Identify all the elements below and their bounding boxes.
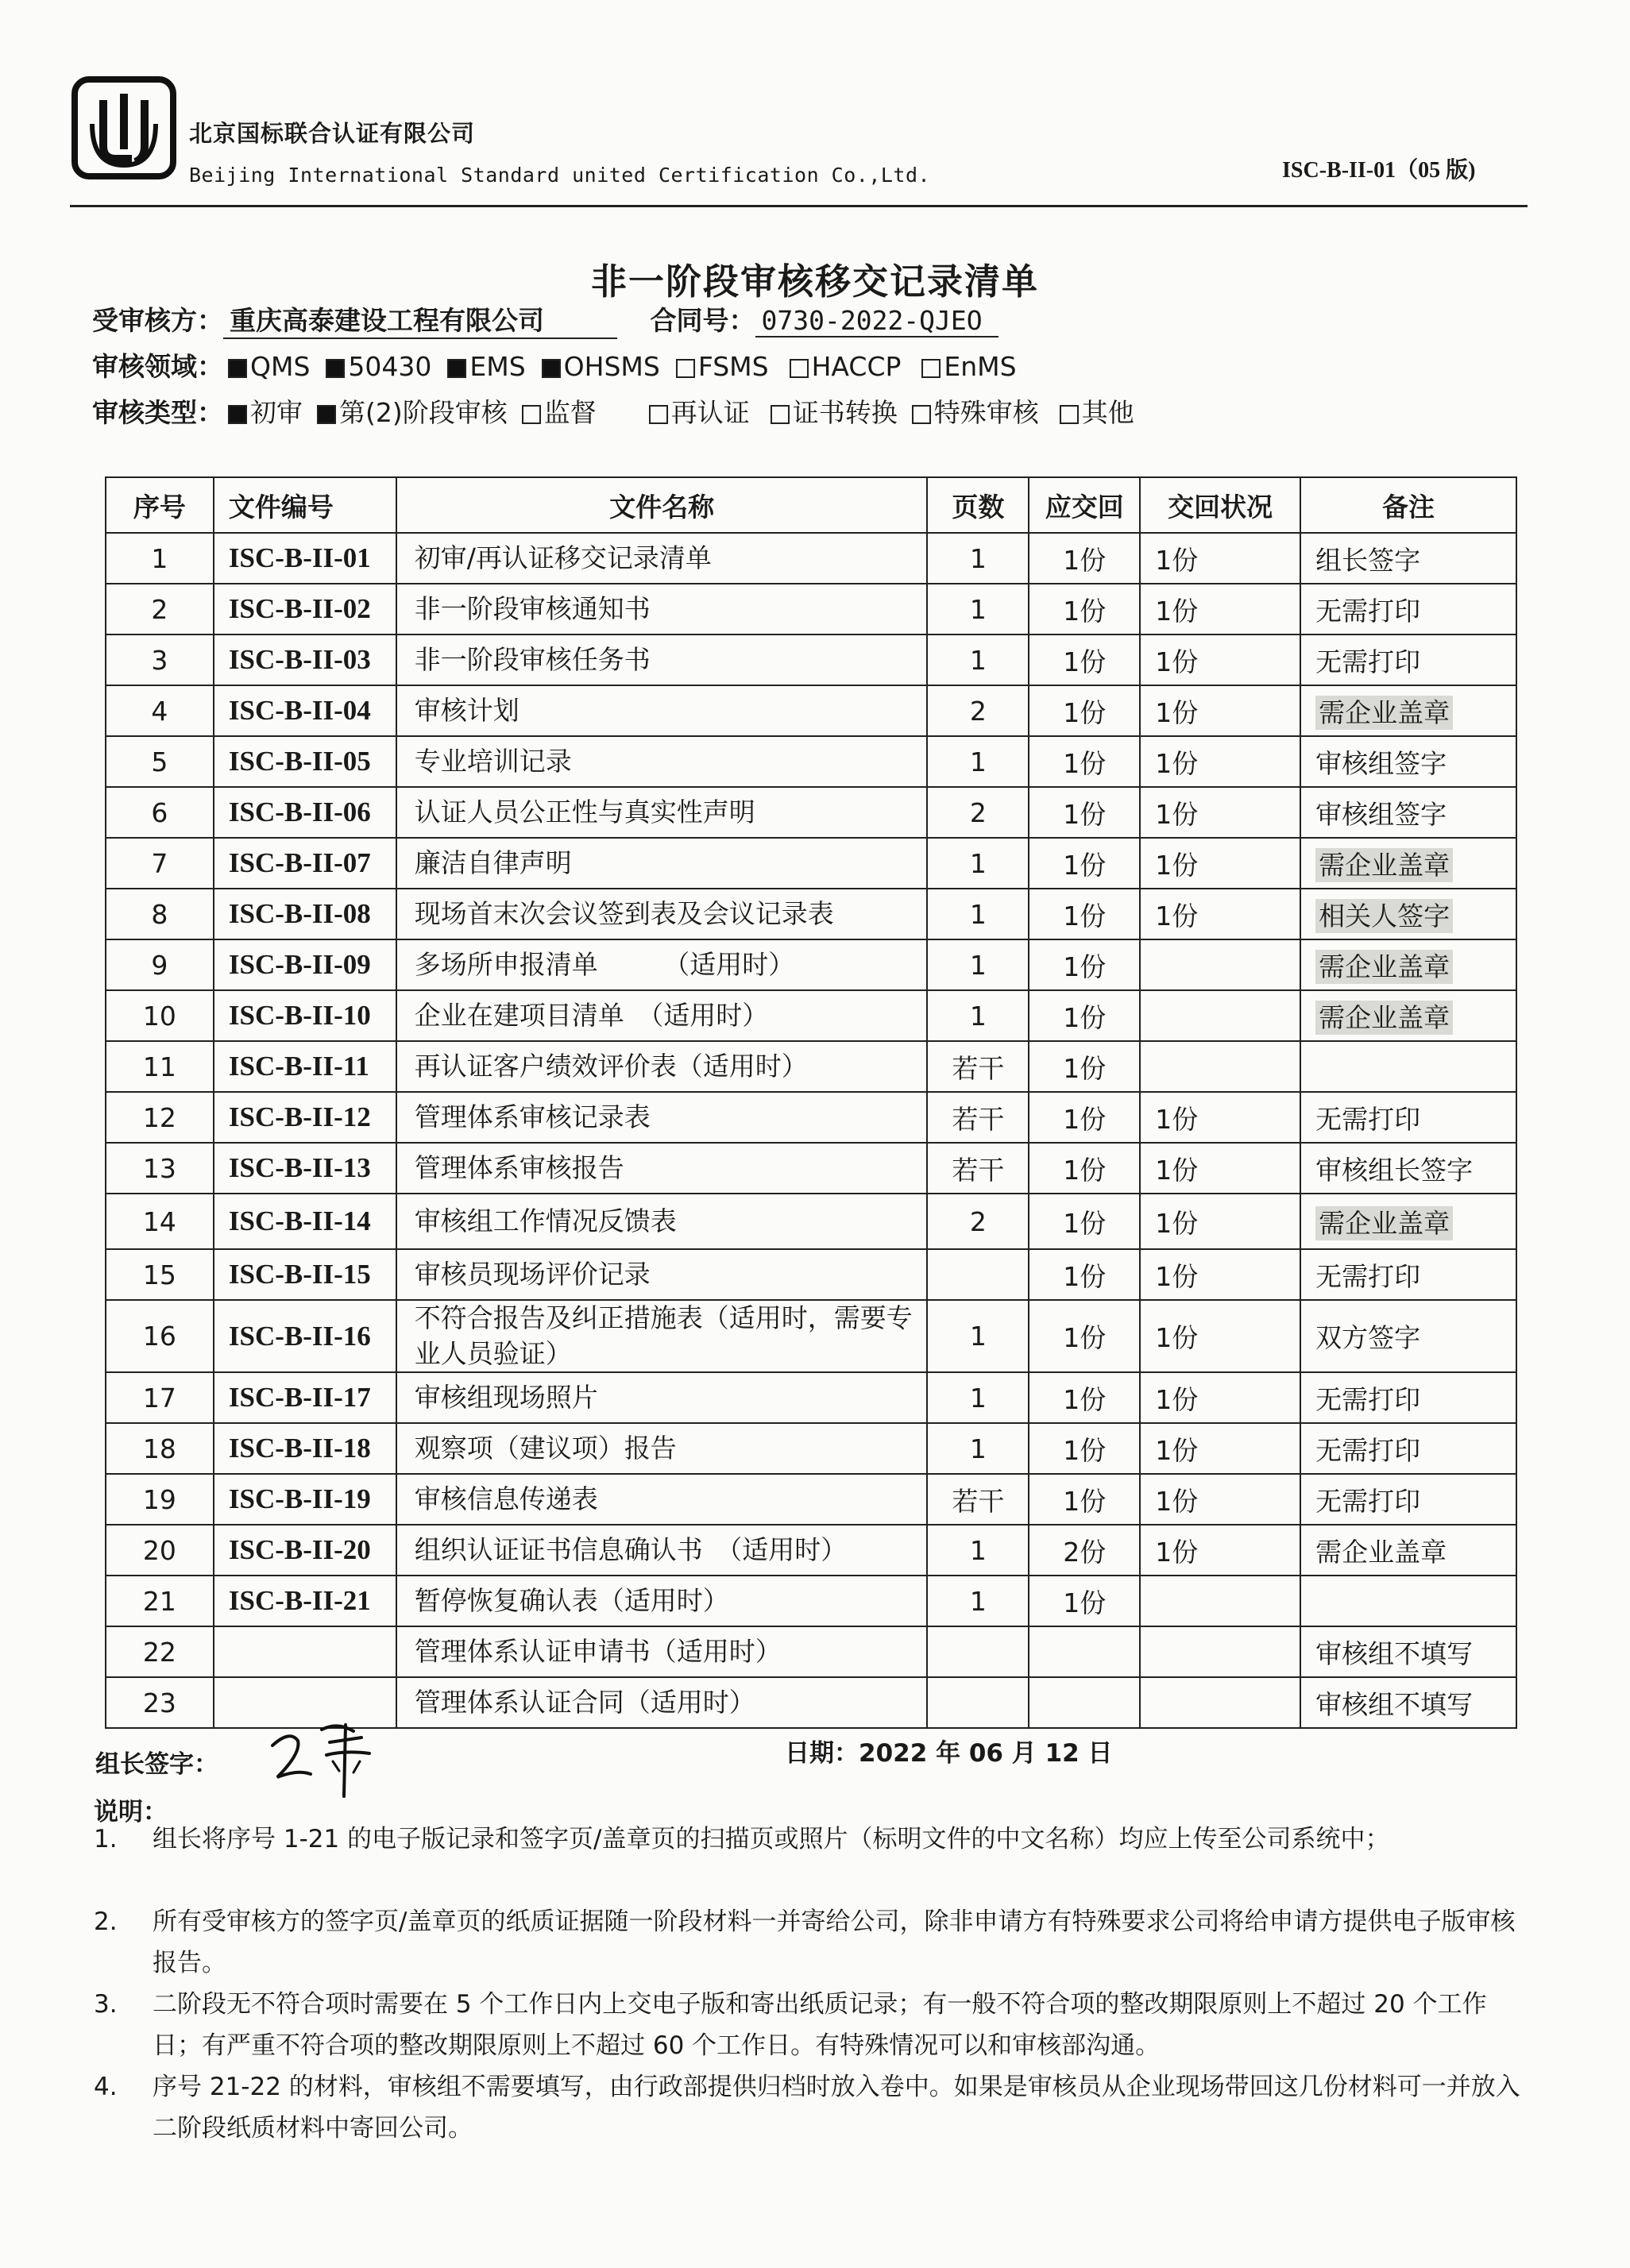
- submit-copies-cell: 1份: [1029, 1143, 1140, 1194]
- header-submit: 应交回: [1029, 477, 1140, 533]
- leader-signature: [266, 1714, 385, 1801]
- table-row: [106, 787, 1516, 838]
- header-pages: 页数: [927, 477, 1029, 533]
- document-code-cell: ISC-B-II-16: [214, 1300, 396, 1372]
- type-option-label-4: 证书转换: [792, 397, 898, 428]
- type-option-label-6: 其他: [1081, 397, 1134, 428]
- document-name-cell: 企业在建项目清单 （适用时）: [396, 990, 928, 1041]
- domain-option-label-0: QMS: [250, 351, 311, 382]
- page-count-cell: 1: [927, 1423, 1029, 1474]
- audit-domain-line: [92, 346, 1017, 384]
- header-name: 文件名称: [396, 477, 928, 533]
- row-number-cell: 8: [106, 889, 214, 939]
- remark-cell: [1300, 685, 1516, 736]
- notes-title: 说明：: [94, 1798, 168, 1826]
- remark-cell: [1300, 838, 1516, 889]
- contract-label: 合同号：: [650, 305, 755, 336]
- document-name-cell: 审核组现场照片: [396, 1372, 928, 1423]
- type-checkbox-0[interactable]: [228, 405, 247, 424]
- company-logo: [71, 76, 176, 179]
- domain-checkbox-0[interactable]: [228, 359, 247, 378]
- submit-copies-cell: 1份: [1029, 1249, 1140, 1300]
- company-name-cn: 北京国标联合认证有限公司: [189, 120, 476, 147]
- remark-cell: 需企业盖章: [1300, 1525, 1516, 1576]
- submit-copies-cell: 1份: [1029, 889, 1140, 939]
- header-code: 文件编号: [214, 477, 396, 533]
- row-number-cell: 19: [106, 1474, 214, 1525]
- table-row: [106, 1474, 1516, 1525]
- remark-cell: [1300, 1041, 1516, 1092]
- note-number: 4.: [94, 2073, 118, 2101]
- type-checkbox-5[interactable]: [912, 405, 931, 424]
- table-row: [106, 1626, 1516, 1677]
- remark-cell: 双方签字: [1300, 1300, 1516, 1372]
- note-item-4: [94, 2066, 1524, 2149]
- remark-cell: 无需打印: [1300, 584, 1516, 634]
- table-row: [106, 1092, 1516, 1143]
- returned-status-cell: [1140, 1626, 1300, 1677]
- note-text: 所有受审核方的签字页/盖章页的纸质证据随一阶段材料一并寄给公司，除非申请方有特殊要求公司将给申请方提供电子版审核报告。: [153, 1907, 1516, 1977]
- document-code-cell: ISC-B-II-02: [214, 584, 396, 634]
- table-row: [106, 1372, 1516, 1423]
- remark-text: 需企业盖章: [1315, 950, 1453, 984]
- remark-cell: 审核组长签字: [1300, 1143, 1516, 1194]
- remark-cell: 审核组签字: [1300, 787, 1516, 838]
- remark-text: 相关人签字: [1315, 899, 1453, 933]
- document-name-cell: 初审/再认证移交记录清单: [396, 533, 928, 584]
- table-row: [106, 736, 1516, 787]
- page-count-cell: 1: [927, 1525, 1029, 1576]
- document-name-cell: 审核信息传递表: [396, 1474, 928, 1525]
- remark-cell: [1300, 889, 1516, 939]
- document-name-cell: 多场所申报清单 （适用时）: [396, 939, 928, 990]
- page-count-cell: [927, 1677, 1029, 1728]
- contract-value: 0730-2022-QJEO: [755, 305, 998, 338]
- row-number-cell: 3: [106, 634, 214, 685]
- document-code-cell: ISC-B-II-18: [214, 1423, 396, 1474]
- table-row: [106, 1194, 1516, 1249]
- document-code-cell: ISC-B-II-14: [214, 1194, 396, 1249]
- returned-status-cell: 1份: [1140, 889, 1300, 939]
- document-code-cell: ISC-B-II-03: [214, 634, 396, 685]
- row-number-cell: 4: [106, 685, 214, 736]
- page-count-cell: [927, 1249, 1029, 1300]
- returned-status-cell: 1份: [1140, 1194, 1300, 1249]
- header-divider: [70, 205, 1528, 207]
- header-note: 备注: [1300, 477, 1516, 533]
- document-code-cell: ISC-B-II-19: [214, 1474, 396, 1525]
- row-number-cell: 17: [106, 1372, 214, 1423]
- table-row: [106, 1423, 1516, 1474]
- page-count-cell: 1: [927, 838, 1029, 889]
- table-row: [106, 634, 1516, 685]
- type-option-label-0: 初审: [250, 397, 303, 428]
- document-name-cell: 廉洁自律声明: [396, 838, 928, 889]
- submit-copies-cell: 1份: [1029, 1576, 1140, 1626]
- remark-cell: 无需打印: [1300, 1372, 1516, 1423]
- table-row: [106, 838, 1516, 889]
- table-row: [106, 584, 1516, 634]
- submit-copies-cell: 1份: [1029, 1041, 1140, 1092]
- returned-status-cell: 1份: [1140, 736, 1300, 787]
- domain-checkbox-3[interactable]: [542, 359, 561, 378]
- document-code-cell: ISC-B-II-04: [214, 685, 396, 736]
- submit-copies-cell: 1份: [1029, 939, 1140, 990]
- page-count-cell: 若干: [927, 1143, 1029, 1194]
- submit-copies-cell: 1份: [1029, 1423, 1140, 1474]
- returned-status-cell: 1份: [1140, 787, 1300, 838]
- returned-status-cell: 1份: [1140, 838, 1300, 889]
- page-count-cell: 1: [927, 1300, 1029, 1372]
- remark-text: 需企业盖章: [1315, 696, 1453, 730]
- row-number-cell: 23: [106, 1677, 214, 1728]
- document-name-cell: 不符合报告及纠正措施表（适用时，需要专业人员验证）: [396, 1300, 928, 1372]
- document-name-cell: 认证人员公正性与真实性声明: [396, 787, 928, 838]
- returned-status-cell: 1份: [1140, 634, 1300, 685]
- note-number: 3.: [94, 1990, 118, 2019]
- document-code-cell: ISC-B-II-01: [214, 533, 396, 584]
- page-count-cell: 若干: [927, 1041, 1029, 1092]
- document-code-cell: ISC-B-II-06: [214, 787, 396, 838]
- table-row: [106, 1249, 1516, 1300]
- document-name-cell: 现场首末次会议签到表及会议记录表: [396, 889, 928, 939]
- domain-option-label-1: 50430: [348, 351, 432, 382]
- note-number: 2.: [94, 1907, 118, 1936]
- returned-status-cell: 1份: [1140, 1249, 1300, 1300]
- document-code-cell: ISC-B-II-12: [214, 1092, 396, 1143]
- document-name-cell: 再认证客户绩效评价表（适用时）: [396, 1041, 928, 1092]
- note-item-3: [94, 1984, 1524, 2066]
- document-name-cell: 非一阶段审核通知书: [396, 584, 928, 634]
- document-name-cell: 管理体系审核记录表: [396, 1092, 928, 1143]
- audit-domain-label: 审核领域：: [92, 351, 223, 382]
- page-count-cell: 1: [927, 1372, 1029, 1423]
- submit-copies-cell: 1份: [1029, 990, 1140, 1041]
- row-number-cell: 16: [106, 1300, 214, 1372]
- form-code: ISC-B-II-01（05 版): [1282, 158, 1476, 183]
- note-item-2: [94, 1901, 1524, 1984]
- document-name-cell: 管理体系认证申请书（适用时）: [396, 1626, 928, 1677]
- page-count-cell: 1: [927, 990, 1029, 1041]
- submit-copies-cell: 1份: [1029, 736, 1140, 787]
- row-number-cell: 22: [106, 1626, 214, 1677]
- submit-copies-cell: 1份: [1029, 1474, 1140, 1525]
- type-checkbox-3[interactable]: [649, 405, 668, 424]
- document-code-cell: ISC-B-II-13: [214, 1143, 396, 1194]
- type-checkbox-2[interactable]: [522, 405, 541, 424]
- submit-copies-cell: 2份: [1029, 1525, 1140, 1576]
- remark-cell: 审核组不填写: [1300, 1677, 1516, 1728]
- submit-copies-cell: 1份: [1029, 685, 1140, 736]
- domain-checkbox-2[interactable]: [447, 359, 466, 378]
- remark-text: 需企业盖章: [1315, 1206, 1453, 1240]
- remark-cell: 审核组不填写: [1300, 1626, 1516, 1677]
- row-number-cell: 15: [106, 1249, 214, 1300]
- remark-cell: [1300, 1576, 1516, 1626]
- page-count-cell: 1: [927, 736, 1029, 787]
- domain-checkbox-1[interactable]: [326, 359, 345, 378]
- leader-signature-label: 组长签字：: [95, 1750, 218, 1779]
- audit-type-line: [92, 392, 1134, 430]
- document-code-cell: ISC-B-II-10: [214, 990, 396, 1041]
- type-option-label-5: 特殊审核: [933, 397, 1039, 428]
- document-name-cell: 专业培训记录: [396, 736, 928, 787]
- returned-status-cell: 1份: [1140, 1300, 1300, 1372]
- note-number: 1.: [94, 1825, 118, 1853]
- returned-status-cell: 1份: [1140, 1092, 1300, 1143]
- note-text: 二阶段无不符合项时需要在 5 个工作日内上交电子版和寄出纸质记录；有一般不符合项的整改期限原则上不超过 20 个工作日；有严重不符合项的整改期限原则上不超过 60 个工作日。有特殊情况可以和审核部沟通。: [153, 1990, 1487, 2060]
- note-text: 组长将序号 1-21 的电子版记录和签字页/盖章页的扫描页或照片（标明文件的中文名称）均应上传至公司系统中；: [153, 1825, 1390, 1853]
- remark-cell: 无需打印: [1300, 1092, 1516, 1143]
- type-checkbox-4[interactable]: [771, 405, 790, 424]
- header-returned: 交回状况: [1140, 477, 1300, 533]
- row-number-cell: 11: [106, 1041, 214, 1092]
- document-name-cell: 管理体系认证合同（适用时）: [396, 1677, 928, 1728]
- returned-status-cell: 1份: [1140, 1525, 1300, 1576]
- page-count-cell: 2: [927, 685, 1029, 736]
- document-code-cell: ISC-B-II-17: [214, 1372, 396, 1423]
- remark-text: 需企业盖章: [1315, 1001, 1453, 1035]
- document-code-cell: ISC-B-II-11: [214, 1041, 396, 1092]
- document-code-cell: ISC-B-II-15: [214, 1249, 396, 1300]
- document-code-cell: ISC-B-II-05: [214, 736, 396, 787]
- row-number-cell: 1: [106, 533, 214, 584]
- page-count-cell: 1: [927, 889, 1029, 939]
- returned-status-cell: 1份: [1140, 533, 1300, 584]
- remark-cell: [1300, 1194, 1516, 1249]
- type-option-label-2: 监督: [543, 397, 597, 428]
- document-name-cell: 管理体系审核报告: [396, 1143, 928, 1194]
- type-checkbox-1[interactable]: [317, 405, 336, 424]
- type-checkbox-6[interactable]: [1060, 405, 1079, 424]
- row-number-cell: 7: [106, 838, 214, 889]
- remark-cell: 组长签字: [1300, 533, 1516, 584]
- table-row: [106, 1525, 1516, 1576]
- returned-status-cell: 1份: [1140, 1474, 1300, 1525]
- domain-option-label-4: FSMS: [697, 351, 769, 382]
- remark-cell: 无需打印: [1300, 1249, 1516, 1300]
- page-count-cell: 2: [927, 1194, 1029, 1249]
- table-row: [106, 1041, 1516, 1092]
- table-row: [106, 939, 1516, 990]
- returned-status-cell: [1140, 990, 1300, 1041]
- table-row: [106, 889, 1516, 939]
- document-code-cell: ISC-B-II-08: [214, 889, 396, 939]
- type-option-label-1: 第(2)阶段审核: [339, 397, 508, 428]
- submit-copies-cell: [1029, 1626, 1140, 1677]
- document-code-cell: ISC-B-II-20: [214, 1525, 396, 1576]
- document-name-cell: 暂停恢复确认表（适用时）: [396, 1576, 928, 1626]
- returned-status-cell: 1份: [1140, 1143, 1300, 1194]
- table-row: [106, 533, 1516, 584]
- document-name-cell: 审核计划: [396, 685, 928, 736]
- page-count-cell: 1: [927, 1576, 1029, 1626]
- document-title: 非一阶段审核移交记录清单: [590, 260, 1039, 303]
- audit-type-label: 审核类型：: [92, 397, 223, 428]
- document-name-cell: 审核组工作情况反馈表: [396, 1194, 928, 1249]
- document-name-cell: 组织认证证书信息确认书 （适用时）: [396, 1525, 928, 1576]
- company-name-en: Beijing International Standard united Certification Co.,Ltd.: [189, 164, 931, 187]
- auditee-label: 受审核方：: [92, 305, 223, 336]
- returned-status-cell: 1份: [1140, 1372, 1300, 1423]
- domain-checkbox-5[interactable]: [790, 359, 809, 378]
- page-count-cell: 1: [927, 533, 1029, 584]
- domain-checkbox-6[interactable]: [921, 359, 941, 378]
- submit-copies-cell: [1029, 1677, 1140, 1728]
- remark-cell: 无需打印: [1300, 634, 1516, 685]
- domain-option-label-3: OHSMS: [563, 351, 660, 382]
- table-row: [106, 685, 1516, 736]
- returned-status-cell: 1份: [1140, 584, 1300, 634]
- remark-cell: 审核组签字: [1300, 736, 1516, 787]
- submit-copies-cell: 1份: [1029, 584, 1140, 634]
- returned-status-cell: [1140, 1576, 1300, 1626]
- auditee-line: [92, 300, 998, 339]
- table-header-row: [106, 477, 1516, 533]
- row-number-cell: 10: [106, 990, 214, 1041]
- row-number-cell: 12: [106, 1092, 214, 1143]
- note-text: 序号 21-22 的材料，审核组不需要填写，由行政部提供归档时放入卷中。如果是审核员从企业现场带回这几份材料可一并放入二阶段纸质材料中寄回公司。: [153, 2073, 1520, 2143]
- row-number-cell: 14: [106, 1194, 214, 1249]
- document-code-cell: [214, 1626, 396, 1677]
- submit-copies-cell: 1份: [1029, 838, 1140, 889]
- row-number-cell: 9: [106, 939, 214, 990]
- returned-status-cell: [1140, 939, 1300, 990]
- domain-option-label-6: EnMS: [944, 351, 1017, 382]
- row-number-cell: 21: [106, 1576, 214, 1626]
- auditee-value: 重庆高泰建设工程有限公司: [223, 300, 617, 339]
- page-count-cell: 2: [927, 787, 1029, 838]
- submit-copies-cell: 1份: [1029, 533, 1140, 584]
- submit-copies-cell: 1份: [1029, 634, 1140, 685]
- document-name-cell: 观察项（建议项）报告: [396, 1423, 928, 1474]
- submit-copies-cell: 1份: [1029, 1194, 1140, 1249]
- domain-option-label-5: HACCP: [811, 351, 902, 382]
- page-count-cell: 若干: [927, 1092, 1029, 1143]
- row-number-cell: 13: [106, 1143, 214, 1194]
- page-count-cell: 若干: [927, 1474, 1029, 1525]
- page-count-cell: 1: [927, 939, 1029, 990]
- document-code-cell: ISC-B-II-21: [214, 1576, 396, 1626]
- remark-cell: [1300, 939, 1516, 990]
- date-label: 日期：2022 年 06 月 12 日: [785, 1739, 1113, 1768]
- remark-cell: [1300, 990, 1516, 1041]
- submit-copies-cell: 1份: [1029, 787, 1140, 838]
- returned-status-cell: 1份: [1140, 685, 1300, 736]
- table-row: [106, 1576, 1516, 1626]
- page-count-cell: [927, 1626, 1029, 1677]
- document-code-cell: ISC-B-II-07: [214, 838, 396, 889]
- row-number-cell: 20: [106, 1525, 214, 1576]
- header-no: 序号: [106, 477, 214, 533]
- handover-records-table: [105, 476, 1517, 1729]
- returned-status-cell: [1140, 1041, 1300, 1092]
- table-row: [106, 1143, 1516, 1194]
- domain-option-label-2: EMS: [469, 351, 526, 382]
- type-option-label-3: 再认证: [670, 397, 750, 428]
- page-count-cell: 1: [927, 584, 1029, 634]
- table-row: [106, 990, 1516, 1041]
- table-row: [106, 1300, 1516, 1372]
- returned-status-cell: 1份: [1140, 1423, 1300, 1474]
- row-number-cell: 2: [106, 584, 214, 634]
- domain-checkbox-4[interactable]: [676, 359, 695, 378]
- document-code-cell: ISC-B-II-09: [214, 939, 396, 990]
- note-item-1: [94, 1819, 1524, 1860]
- page-count-cell: 1: [927, 634, 1029, 685]
- row-number-cell: 18: [106, 1423, 214, 1474]
- remark-text: 需企业盖章: [1315, 848, 1453, 882]
- returned-status-cell: [1140, 1677, 1300, 1728]
- remark-cell: 无需打印: [1300, 1423, 1516, 1474]
- submit-copies-cell: 1份: [1029, 1092, 1140, 1143]
- document-name-cell: 非一阶段审核任务书: [396, 634, 928, 685]
- remark-cell: 无需打印: [1300, 1474, 1516, 1525]
- submit-copies-cell: 1份: [1029, 1372, 1140, 1423]
- row-number-cell: 5: [106, 736, 214, 787]
- document-name-cell: 审核员现场评价记录: [396, 1249, 928, 1300]
- row-number-cell: 6: [106, 787, 214, 838]
- submit-copies-cell: 1份: [1029, 1300, 1140, 1372]
